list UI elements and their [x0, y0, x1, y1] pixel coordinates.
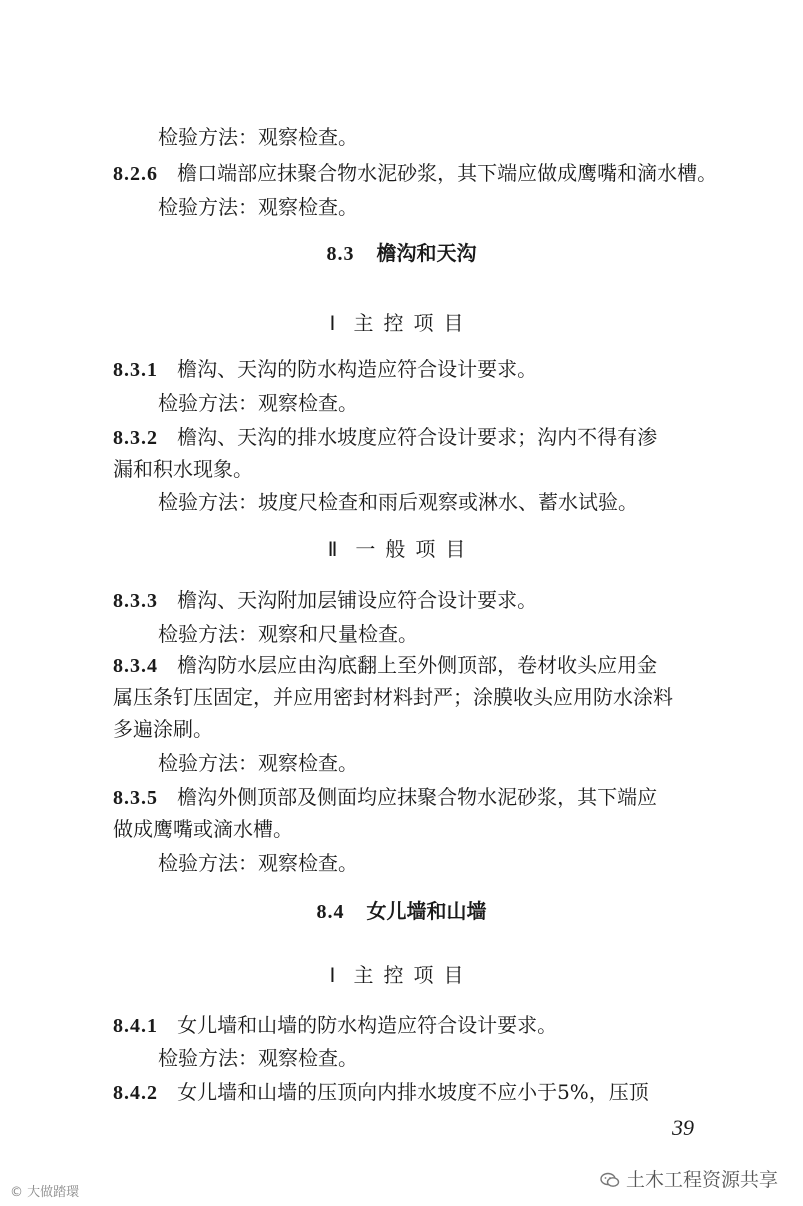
clause-continuation: 多遍涂刷。: [113, 717, 213, 741]
copyright-icon: ©: [10, 1185, 23, 1200]
clause-continuation: 做成鹰嘴或滴水槽。: [113, 817, 293, 841]
clause-8-3-4: 8.3.4 檐沟防水层应由沟底翻上至外侧顶部，卷材收头应用金: [113, 653, 658, 677]
section-heading-8-3: 8.3 檐沟和天沟: [326, 241, 477, 265]
subheading-main-control: Ⅰ 主控项目: [329, 311, 474, 335]
watermark-right: 土木工程资源共享: [600, 1165, 778, 1192]
clause-8-3-3: 8.3.3 檐沟、天沟附加层铺设应符合设计要求。: [113, 588, 538, 612]
clause-8-2-6: 8.2.6 檐口端部应抹聚合物水泥砂浆，其下端应做成鹰嘴和滴水槽。: [113, 161, 718, 185]
clause-continuation: 漏和积水现象。: [113, 457, 253, 481]
wechat-icon: [600, 1172, 620, 1188]
clause-8-4-1: 8.4.1 女儿墙和山墙的防水构造应符合设计要求。: [113, 1013, 558, 1037]
watermark-left: © 大做踏環: [10, 1185, 80, 1200]
inspection-method: 检验方法：观察和尺量检查。: [158, 622, 418, 646]
clause-8-3-5: 8.3.5 檐沟外侧顶部及侧面均应抹聚合物水泥砂浆，其下端应: [113, 785, 658, 809]
subheading-main-control: Ⅰ 主控项目: [329, 963, 474, 987]
inspection-method: 检验方法：观察检查。: [158, 195, 358, 219]
section-heading-8-4: 8.4 女儿墙和山墙: [316, 899, 487, 923]
inspection-method: 检验方法：坡度尺检查和雨后观察或淋水、蓄水试验。: [158, 490, 638, 514]
clause-8-3-1: 8.3.1 檐沟、天沟的防水构造应符合设计要求。: [113, 357, 538, 381]
page-number: 39: [672, 1115, 694, 1140]
inspection-method: 检验方法：观察检查。: [158, 851, 358, 875]
clause-8-3-2: 8.3.2 檐沟、天沟的排水坡度应符合设计要求；沟内不得有渗: [113, 425, 658, 449]
subheading-general: Ⅱ 一般项目: [327, 537, 476, 561]
clause-continuation: 属压条钉压固定，并应用密封材料封严；涂膜收头应用防水涂料: [113, 685, 673, 709]
clause-8-4-2: 8.4.2 女儿墙和山墙的压顶向内排水坡度不应小于5%，压顶: [113, 1080, 649, 1104]
inspection-method: 检验方法：观察检查。: [158, 751, 358, 775]
inspection-method: 检验方法：观察检查。: [158, 1046, 358, 1070]
inspection-method: 检验方法：观察检查。: [158, 125, 358, 149]
inspection-method: 检验方法：观察检查。: [158, 391, 358, 415]
